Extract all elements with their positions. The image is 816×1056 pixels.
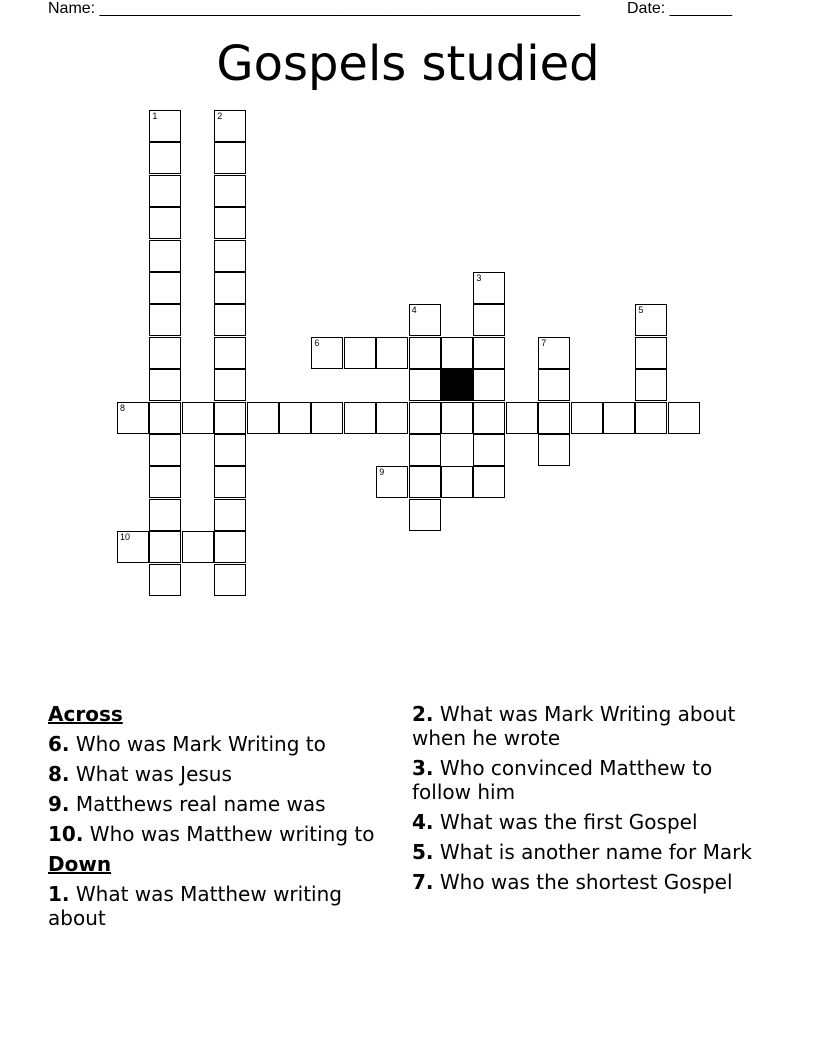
grid-cell[interactable] (376, 402, 408, 434)
grid-cell[interactable] (409, 304, 441, 336)
clue-text: What is another name for Mark (439, 840, 752, 864)
clue-text: What was the first Gospel (439, 810, 698, 834)
grid-cell[interactable] (473, 272, 505, 304)
clue-down-1 (48, 882, 388, 930)
name-field[interactable]: Name: ______________________________________________________ (48, 0, 581, 17)
clue-number: 8. (48, 762, 70, 786)
grid-cell[interactable] (182, 402, 214, 434)
grid-cell[interactable] (214, 402, 246, 434)
grid-cell[interactable] (409, 402, 441, 434)
clues-right-column (412, 702, 772, 900)
clue-number: 9. (48, 792, 70, 816)
grid-cell[interactable] (149, 499, 181, 531)
grid-cell[interactable] (214, 369, 246, 401)
clue-down-2 (412, 702, 772, 750)
cell-number: 6 (314, 337, 320, 348)
grid-block (441, 369, 473, 401)
grid-cell[interactable] (376, 466, 408, 498)
grid-cell[interactable] (409, 369, 441, 401)
grid-cell[interactable] (214, 499, 246, 531)
grid-cell[interactable] (473, 466, 505, 498)
grid-cell[interactable] (149, 369, 181, 401)
clue-number: 7. (412, 870, 434, 894)
clue-down-7 (412, 870, 772, 894)
cell-number: 8 (120, 402, 126, 413)
clue-number: 10. (48, 822, 84, 846)
clue-number: 3. (412, 756, 434, 780)
grid-cell[interactable] (149, 466, 181, 498)
page-title: Gospels studied (216, 36, 600, 92)
clue-across-6 (48, 732, 388, 756)
cell-number: 9 (379, 467, 385, 478)
grid-cell[interactable] (149, 110, 181, 142)
cell-number: 4 (411, 305, 417, 316)
cell-number: 1 (152, 111, 158, 121)
clue-down-3 (412, 756, 772, 804)
clue-across-8 (48, 762, 388, 786)
grid-cell[interactable] (441, 337, 473, 369)
grid-cell[interactable] (214, 272, 246, 304)
grid-cell[interactable] (117, 402, 149, 434)
grid-cell[interactable] (311, 337, 343, 369)
grid-cell[interactable] (409, 466, 441, 498)
grid-cell[interactable] (149, 337, 181, 369)
grid-cell[interactable] (117, 531, 149, 563)
clue-text: What was Matthew writing about (48, 882, 342, 930)
clue-number: 5. (412, 840, 434, 864)
grid-cell[interactable] (311, 402, 343, 434)
grid-cell[interactable] (149, 434, 181, 466)
grid-cell[interactable] (473, 434, 505, 466)
grid-cell[interactable] (149, 207, 181, 239)
clue-text: What was Jesus (75, 762, 232, 786)
grid-cell[interactable] (376, 337, 408, 369)
grid-cell[interactable] (344, 337, 376, 369)
cell-number: 5 (638, 305, 644, 316)
grid-cell[interactable] (441, 402, 473, 434)
clue-across-9 (48, 792, 388, 816)
clue-text: Matthews real name was (75, 792, 326, 816)
grid-cell[interactable] (149, 240, 181, 272)
down-heading: Down (48, 852, 112, 876)
clue-number: 4. (412, 810, 434, 834)
grid-cell[interactable] (149, 175, 181, 207)
grid-cell[interactable] (182, 531, 214, 563)
grid-cell[interactable] (635, 369, 667, 401)
grid-cell[interactable] (149, 564, 181, 596)
grid-cell[interactable] (149, 402, 181, 434)
clue-number: 2. (412, 702, 434, 726)
grid-cell[interactable] (214, 175, 246, 207)
grid-cell[interactable] (214, 142, 246, 174)
grid-cell[interactable] (635, 402, 667, 434)
cell-number: 3 (476, 273, 482, 283)
grid-cell[interactable] (571, 402, 603, 434)
grid-cell[interactable] (538, 434, 570, 466)
clue-text: Who was Matthew writing to (89, 822, 375, 846)
grid-cell[interactable] (247, 402, 279, 434)
grid-cell[interactable] (473, 369, 505, 401)
grid-cell[interactable] (214, 466, 246, 498)
grid-cell[interactable] (473, 337, 505, 369)
grid-cell[interactable] (668, 402, 700, 434)
grid-cell[interactable] (635, 337, 667, 369)
grid-cell[interactable] (538, 337, 570, 369)
grid-cell[interactable] (149, 304, 181, 336)
clue-number: 6. (48, 732, 70, 756)
clue-down-5 (412, 840, 772, 864)
cell-number: 2 (217, 111, 223, 121)
grid-cell[interactable] (409, 499, 441, 531)
grid-cell[interactable] (279, 402, 311, 434)
grid-cell[interactable] (409, 434, 441, 466)
grid-cell[interactable] (635, 304, 667, 336)
grid-cell[interactable] (473, 402, 505, 434)
grid-cell[interactable] (506, 402, 538, 434)
grid-cell[interactable] (344, 402, 376, 434)
grid-cell[interactable] (214, 207, 246, 239)
across-heading: Across (48, 702, 123, 726)
grid-cell[interactable] (149, 272, 181, 304)
cell-number: 7 (541, 337, 547, 348)
grid-cell[interactable] (214, 110, 246, 142)
grid-cell[interactable] (473, 304, 505, 336)
grid-cell[interactable] (538, 402, 570, 434)
grid-cell[interactable] (441, 466, 473, 498)
grid-cell[interactable] (214, 337, 246, 369)
grid-cell[interactable] (409, 337, 441, 369)
clue-down-4 (412, 810, 772, 834)
grid-cell[interactable] (214, 564, 246, 596)
date-field[interactable]: Date: _______ (627, 0, 732, 17)
clue-number: 1. (48, 882, 70, 906)
grid-cell[interactable] (149, 531, 181, 563)
clues-left-column (48, 702, 388, 936)
grid-cell[interactable] (538, 369, 570, 401)
cell-number: 10 (120, 532, 131, 543)
clue-text: What was Mark Writing about when he wrote (412, 702, 736, 750)
clue-text: Who convinced Matthew to follow him (412, 756, 713, 804)
grid-cell[interactable] (603, 402, 635, 434)
clue-across-10 (48, 822, 388, 846)
grid-cell[interactable] (214, 531, 246, 563)
grid-cell[interactable] (214, 434, 246, 466)
grid-cell[interactable] (214, 304, 246, 336)
clue-text: Who was the shortest Gospel (439, 870, 733, 894)
grid-cell[interactable] (214, 240, 246, 272)
grid-cell[interactable] (149, 142, 181, 174)
clue-text: Who was Mark Writing to (75, 732, 326, 756)
